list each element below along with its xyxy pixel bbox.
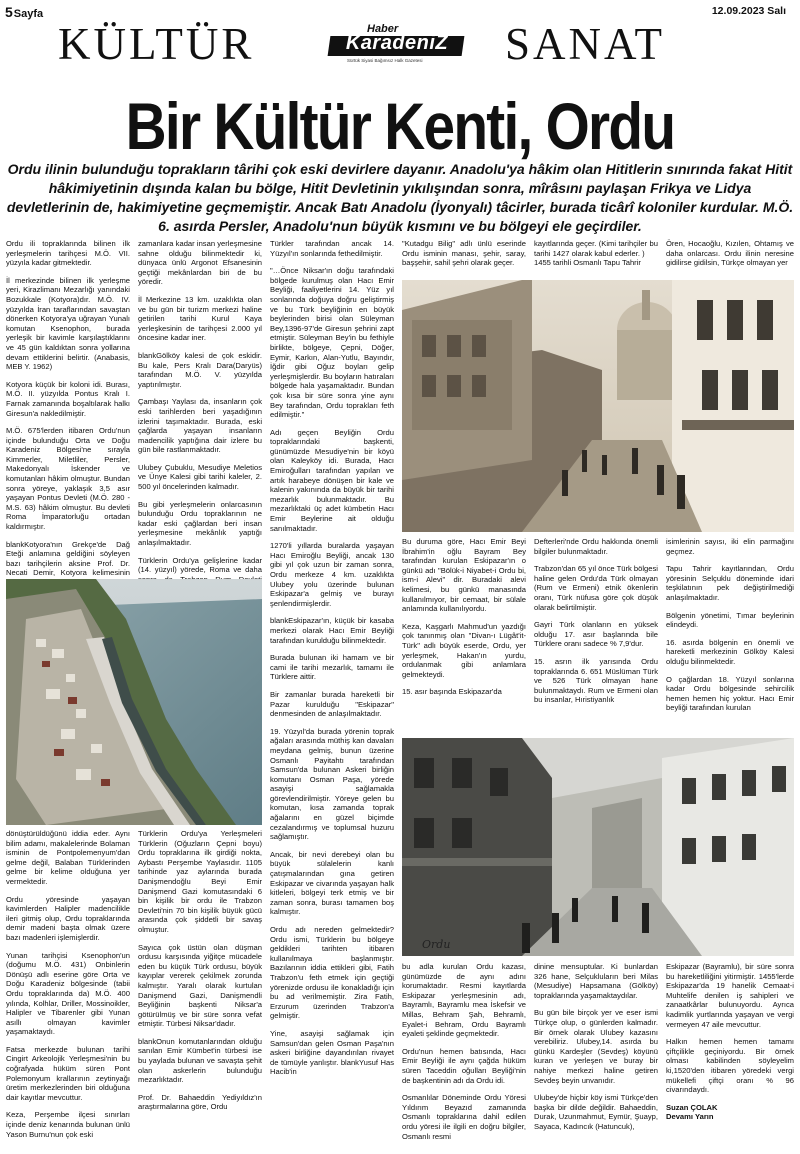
logo-tagline: Sürtük Siyasi Bağımsız Halk Gazetesi — [347, 58, 423, 63]
paragraph: zamanlara kadar insan yerleşmesine sahne olduğu bilinmektedir ki, dünyaca ünlü Argonot Efsanesinin geçtiği mekânlardan biri de bu yöredir. — [138, 239, 262, 287]
author-name: Suzan ÇOLAK — [666, 1102, 718, 1112]
column-1-bottom — [6, 829, 130, 1154]
paragraph: Ören, Hocaoğlu, Kızılen, Ohtamış ve daha onlarcası. Ordu ilinin neresine gidilirse gidilsin, Türkçe olmayan yer — [666, 239, 794, 268]
old-town-photo — [402, 738, 794, 956]
section-title-right: SANAT — [505, 19, 666, 69]
column-6-middle — [666, 537, 794, 732]
page-number-label: Sayfa — [13, 8, 44, 20]
article-headline: Bir Kültür Kenti, Ordu — [125, 89, 675, 163]
paragraph: Yunan tarihçisi Ksenophon'un (doğumu M.Ö. 431) Onbinlerin Dönüşü adlı eserine göre Orta ve Doğu Karadeniz bölgesinde (tabii Ordu topraklarında da) M.Ö. 400 yılında, Kolhlar, Driller, Mossinoikler, Halipler ve Tibarenler gibi Yunan asıllı olmayan kavimler yaşamaktaydı. — [6, 950, 130, 1037]
paragraph: 16. asırda bölgenin en önemli ve hareketli merkezinin Gölköy Kalesi olduğu bilinmektedir. — [666, 637, 794, 666]
paragraph: Ordu ili topraklarında bilinen ilk yerleşmelerin tarihçesi M.Ö. VII. yüzyıla kadar gitmektedir. — [6, 239, 130, 268]
page-number — [5, 4, 43, 22]
continued-note: Devamı Yarın — [666, 1112, 714, 1122]
paragraph: Bir zamanlar burada hareketli bir Pazar kurulduğu "Eskipazar" denmesinden de anlaşılmaktadır. — [270, 689, 394, 719]
paragraph: "…Önce Niksar'ın doğu tarafındaki bölgede kurulmuş olan Hacı Emir Beyliği, faaliyetlerini 14. Yüz yıl sonlarında doğuya doğru geliştirmiş ve bu Türk beyliğinin en büyük beylerinden birisi olan Süleyman Bey,1396-97'de Giresun şehrini zapt etmiştir. Süleyman Bey'in bu fethiyle birlikte, bölgeye, Çepni, Döğer, Eymir, Karkın, Alan-Yutlu, Bayındır, İğdir gibi Oğuz boyları gelip yerleşmişlerdir. Bu boyların hatıraları bölgede hala yaşamaktadır. Bundan çok kısa bir süre sonra yine aynı Bey tarafından, Ordu toprakları feth edilmiştir." — [270, 266, 394, 420]
paragraph: Ordu yöresinde yaşayan kavimlerden Halipler madencilikle ileri gitmiş olup, Ordu topraklarında demir madeni başta olmak üzere bazı madenleri işlemişlerdir. — [6, 894, 130, 942]
paragraph: Tapu Tahrir kayıtlarından, Ordu yöresinin Selçuklu döneminde idari teşkilatının pek değiştirilmediği anlaşılmaktadır. — [666, 564, 794, 602]
column-4-middle — [402, 537, 526, 732]
paragraph: Prof. Dr. Bahaeddin Yediyıldız'ın araştırmalarına göre, Ordu — [138, 1092, 262, 1112]
paragraph: Trabzon'dan 65 yıl önce Türk bölgesi haline gelen Ordu'da Türk olmayan (Rum ve Ermeni) etnik ökenlerin oranı, Türk nüfusa göre çok düşük olarak belirtilmiştir. — [534, 564, 658, 612]
paragraph: 15. asır başında Eskipazar'da — [402, 687, 502, 697]
paragraph: Fatsa merkezde bulunan tarihi Cingirt Arkeolojik Yerleşmesi'nin bu coğrafyada hüküm süren Pont Polemonyum krallarının zeytinyağı üretim merkezlerinden biri olduğuna dair kayıtlar mevcuttur. — [6, 1044, 130, 1102]
paragraph: Bu gün bile birçok yer ve eser ismi Türkçe olup, o günlerden kalmadır. Bir örnek olarak Ulubey kazasını verebiliriz. Ulubey,14. asırda bu günkü Kardeşler (Sevdeş) köyünü kuran ve yerleşen ve buray bir nahiye merkezi haline getiren Sevdeş beyin unvanıdır. — [534, 1008, 658, 1085]
paragraph: Burada bulunan iki hamam ve bir cami ile tarihi mezarlık, tamamı ile Türklere aittir. — [270, 653, 394, 682]
paragraph: Kotyora küçük bir koloni idi. Burası, M.Ö. II. yüzyılda Pontus Kralı I. Farnak zamanında boşaltılarak halkı Giresun'a nakledilmiştir. — [6, 379, 130, 418]
paragraph: Türklerin Ordu'ya Yerleşmeleri Türklerin (Oğuzların Çepni boyu) Ordu topraklarına ilk girdiği nokta, Aybastı Perşembe Yaylasıdır. 1105 tarihinde yaz aylarında burada Danişmendoğlu Beyi Emir Danişmend Gazi komutasındaki 6 bin kişilik bir ordu ile Trabzon Devleti'nin 70 bin kişilik büyük gücü arasında çok şiddetli bir savaş olmuştur. — [138, 829, 262, 934]
column-4-top — [402, 239, 526, 271]
paragraph: Ulubey'de hiçbir köy ismi Türkçe'den başka bir dilde değildir. Bahaeddin, Durak, Uzunmahmut, Eymür, Şuayp, Sayaca, Kadıncık (Hatuncuk), — [534, 1093, 658, 1131]
paragraph: Osmanlılar Döneminde Ordu Yöresi Yıldırım Beyazıd zamanında Osmanlı topraklarına dahil edilen ordu yöresi ile ilgili en doğru bilgiler, Osmanlı resmi — [402, 1093, 526, 1141]
paragraph: Sayıca çok üstün olan düşman ordusu karşısında yiğitçe mücadele eden bu küçük Türk ordusu, büyük kayıplar vererek çekilmek zorunda kalmıştır. Yaralı olarak kurtulan Danişmend Gazi, Danişmendli Beyliğinin başkenti Niksar'a götürülmüş ve bir süre sonra vefat etmiştir. Türbesi Niksar'dadır. — [138, 942, 262, 1029]
paragraph: isimlerinin sayısı, iki elin parmağını geçmez. — [666, 537, 794, 556]
paragraph: dönüştürüldüğünü iddia eder. Aynı bilim adamı, makalelerinde Bolaman isminin de Pontpolemenyum'dan gelme değil, Balaban Türklerinden gelme bir kelime olduğuna yer vermektedir. — [6, 829, 130, 886]
paragraph: Keza, Perşembe ilçesi sınırları içinde deniz kenarında bulunan ünlü Yason Burnu'nun çok eski — [6, 1110, 130, 1139]
paragraph: 15. asrın ilk yarısında Ordu topraklarında 6. 651 Müslüman Türk ve 526 Türk olmayan hane bulunmaktaydı. Rum ve Ermeni olan bu insanlar, Hıristiyanlık — [534, 656, 658, 705]
paragraph: Ordu adı nereden gelmektedir? Ordu ismi, Türklerin bu bölgeye geldikleri tarihten itibaren kullanılmaya başlanmıştır. Bazılarının iddia ettikleri gibi, Fatih Trabzon'u feth etmek için geçtiği yörenizde ordusu ile konakladığı için bu ad verilmemiştir. Zira Fatih, Erzurum üzerinden Trabzon'a gelmiştir. — [270, 925, 394, 1021]
issue-date: 12.09.2023 Salı — [711, 5, 786, 17]
paragraph: Ancak, bir nevi derebeyi olan bu büyük sülalelerin kanlı çatışmalarından gına getiren Eskipazar ve civarında yaşayan halk kitleleri, bölgeyi terk etmiş ve bir zaman sonra, burası tamamen boş kalmıştır. — [270, 849, 394, 917]
paragraph: Eskipazar (Bayramlu), bir süre sonra bu hareketliliğini yitirmiştir. 1455'lerde Eskipazar'da 19 hanelik Cemaat-i Muhtelife denilen iş sahipleri ve zanaatkârlar bulunuyordu. Ayrıca kadimlik yurtlarında yaşayan ve vergi vermeyen 47 aile mevcuttur. — [666, 962, 794, 1029]
paragraph: Çambaşı Yaylası da, insanların çok eski tarihlerden beri yaşadığının izlerini taşımaktadır. Burada, eski çağlarda yaşayan insanların madencilik yaptığına dair izlere bu gün bile rastlanmaktadır. — [138, 397, 262, 455]
paragraph: Adı geçen Beyliğin Ordu topraklarındaki başkenti, günümüzde Mesudiye'nin bir köyü olan Kaleyköy idi. Burada, Hacı Emiroğulları tarafından yapılan ve artık harabeye dönüşen bir kale ve kalenin yakınında da büyük bir tarihi mezarlık bulunmaktadır. Bu mezarlıktaki üç adet kümbetin Hacı Emir Beylerine ait olduğu sanılmaktadır. — [270, 427, 394, 533]
paragraph: kayıtlarında geçer. (Kimi tarihçiler bu tarihi 1427 olarak kabul ederler. ) — [534, 239, 658, 258]
paragraph: 1270'li yıllarda buralarda yaşayan Hacı Emiroğlu Beyliği, ancak 130 gibi yıl çok uzun bir zaman sonra, Ordu merkeze 4 km. uzaklıkta Ulubey yolu üzerinde bulunan Eskipazar'a gelmiş ve burayı şenlendirmişlerdir. — [270, 541, 394, 608]
article-lead: Ordu ilinin bulunduğu toprakların târihi çok eski devirlere dayanır. Anadolu'ya hâkim olan Hititlerin sınırında fakat Hitit hâkimiyetinin dışında kalan bu bölge, Hitit Devletinin yıkılışından sonra, mîrâsını paylaşan Frikya ve Lidya devletlerinin de, hakimiyetine geçmemiştir. Ancak Batı Anadolu (İyonyalı) tâcirler, burada ticârî koloniler kurdular. M.Ö. 6. asırda Persler, Anadolu'nun büyük kısmını ve bu bölgeyi ele geçirdiler. — [6, 161, 794, 234]
paragraph: Ulubey Çubuklu, Mesudiye Meletios ve Ünye Kalesi gibi tarihi kaleler, 2. 500 yıl öncelerinden kalmadır. — [138, 462, 262, 492]
paragraph: 1455 tarihli Osmanlı Tapu Tahrir — [534, 258, 641, 268]
paragraph: blankGölköy kalesi de çok eskidir. Bu kale, Pers Kralı Dara(Daryüs) tarafından M.Ö. V. yüzyılda yaptırılmıştır. — [138, 350, 262, 389]
paragraph: 19. Yüzyıl'da burada yörenin toprak ağaları arasında müthiş kan davaları meydana gelmiş, bunun üzerine Osmanlı Payitahtı tarafından Samsun'da bulunan Askeri birliğin komutanı Osman Paşa, yörede asayişi sağlamakla görevlendirilmiştir. Yöreye gelen bu komutan, kısa zamanda toprak ağalarını en güzel biçimde cezalandırmış ve toplumsal huzuru sağlamıştır. — [270, 726, 394, 842]
paragraph: Defterleri'nde Ordu hakkında önemli bilgiler bulunmaktadır. — [534, 537, 658, 556]
paragraph: Bölgenin yönetimi, Tımar beylerinin elindeydi. — [666, 610, 794, 630]
paragraph: "Kutadgu Bilig" adlı ünlü eserinde Ordu isminin manası, şehir, saray, başşehir, sahil şehri olarak geçer. — [402, 239, 526, 268]
column-5-top — [534, 239, 658, 271]
historic-street-photo — [402, 280, 794, 532]
paragraph: Türklerin Ordu'ya gelişlerine kadar (14. yüzyıl) yörede, Roma ve daha — [138, 555, 262, 575]
paragraph: Ordu'nun hemen batısında, Hacı Emir Beyliği ile aynı çağda hüküm süren Taceddin oğulları Beyliği'nin de başkentinin adı da Ordu idi. — [402, 1046, 526, 1085]
historic-street-image — [402, 280, 794, 532]
paragraph: Yine, asayişi sağlamak için Samsun'dan gelen Osman Paşa'nın askeri birliğine dayandırılan rivayet de tümüyle yanlıştır. blankYusuf Has Hacib'in — [270, 1028, 394, 1077]
column-2-bottom — [138, 829, 262, 1154]
paragraph: blankEskipazar'ın, küçük bir kasaba merkezi olarak Hacı Emir Beyliği tarafından kurulduğu bilinmektedir. — [270, 616, 394, 645]
logo-name: KaradeniZ — [345, 32, 449, 54]
paragraph: Keza, Kaşgarlı Mahmud'un yazdığı çok tanınmış olan "Divan-ı Lügât'it-Türk" adlı büyük eserde, Ordu, yer yerleşmek, Hakan'ın yurdu, ordulanmak gibi anlamlara gelmekteydi. — [402, 621, 526, 679]
paragraph: Halkın hemen hemen tamamı çiftçilikle geçiniyordu. Bir örnek olması kabilinden söyleyelim ki,1520'den itibaren yöredeki vergi mükellefi çiftçi oranı % 96 civarındaydı. — [666, 1037, 794, 1095]
paragraph: bu adla kurulan Ordu kazası, günümüzde de aynı adını korumaktadır. Resmi kayıtlarda Eskipazar yerleşmesinin adı, Bayramlı, Bayramlu mea İskefsir ve Millas, Behram Şah, Behramlı, Eyalet-i Behram, Ordu Bayramlı eyaleti şeklinde geçmektedir. — [402, 962, 526, 1039]
paragraph: Bu gibi yerleşmelerin onlarcasının bulunduğu Ordu topraklarının ne kadar eski çağlardan beri insan yerleşmesine mekânlık yaptığı anlaşılmaktadır. — [138, 499, 262, 548]
paragraph: Bu duruma göre, Hacı Emir Beyi İbrahim'in oğlu Bayram Bey tarafından kurulan Eskipazar'ın o günkü adı "Bölük-i Niyabet-i Ordu bi, ism-i Alevi" dir. Buradaki alevi kelimesi, bu günkü manasında kullanılmıyor, bir cemaat, bir sülale anlamında kullanılıyordu. — [402, 537, 526, 614]
paragraph: M.Ö. 675'lerden itibaren Ordu'nun içinde bulunduğu Orta ve Doğu Karadeniz Bölgesi'ne sırayla Kimmerler, Miletliler, Persler, Makedonyalı İskender ve komutanları hâkim olmuştur. Bundan sonra yöreye, yaklaşık 3,5 asır yaşayan Pontus Devleti (M.Ö. 280 - M.S. 63) hâkim olmuştur. Bu devleti Roma İmparatorluğu ortadan kaldırmıştır. — [6, 426, 130, 532]
photo-caption: Ordu — [422, 938, 451, 951]
column-1-top — [6, 239, 130, 578]
column-6-bottom — [666, 962, 794, 1154]
column-4-bottom — [402, 962, 526, 1154]
logo-top-text: Haber — [367, 23, 399, 35]
paragraph: Türkler tarafından ancak 14. Yüzyıl'ın sonlarında fethedilmiştir. — [270, 239, 394, 258]
paragraph: dinine mensuptular. Ki bunlardan 326 hane, Selçukluların beri Milas (Mesudiye) Hapsamana (Gölköy) topraklarında yaşamaktaydılar. — [534, 962, 658, 1000]
old-town-image — [402, 738, 794, 956]
paragraph: İl Merkezine 13 km. uzaklıkta olan ve bu gün bir turizm merkezi haline getirilen tarihi Kurul Kaya yerleşkesinin de tarihçesi 2.000 yıl öncesine kadar iner. — [138, 294, 262, 343]
paragraph: Gayri Türk olanların en yüksek olduğu 17. asır başlarında bile Türklere oranı sadece % 7,9'dur. — [534, 620, 658, 649]
paragraph: O çağlardan 18. Yüzyıl sonlarına kadar Ordu bölgesinde sehircilik hemen hemen hiç yoktur. Hacı Emir beyliği tarafından kurulan — [666, 674, 794, 713]
column-5-bottom — [534, 962, 658, 1154]
coastal-city-image — [6, 579, 262, 825]
paragraph: blankOnun komutanlarından olduğu sanılan Emir Kümbet'in türbesi ise bu yaylada bulunan ve savaşta şehit olan askerlerin bulunduğu mezarlıktadır. — [138, 1036, 262, 1085]
paragraph: blankKotyora'nın Grekçe'de Dağ Eteği anlamına geldiğini söyleyen bazı tarihçilerin aksine Prof. Dr. Necati Demir, Kotyora kelimesinin — [6, 539, 130, 578]
coastal-city-photo — [6, 579, 262, 825]
newspaper-logo — [325, 24, 467, 68]
column-5-middle — [534, 537, 658, 732]
page-number-value: 5 — [5, 4, 13, 20]
column-3 — [270, 239, 394, 1154]
section-title-left: KÜLTÜR — [58, 19, 255, 69]
paragraph: İl merkezinde bilinen ilk yerleşme yeri, Kirazlimanı Mezarlığı yanındaki Bozukkale (Kotyora)dır. M.Ö. IV. yüzyılda İran taraflarından savaştan dönerken Kotyora'ya uğrayan Yunalı komutan Ksenophon, burada yerleşik bir kavimle karşılaştıklarını ve 45 gün kaldıktan sonra yollarına devam ettiklerini belirtir. (Anabasis, MEB Y. 1962) — [6, 275, 130, 372]
column-2-top — [138, 239, 262, 575]
column-6-top — [666, 239, 794, 271]
